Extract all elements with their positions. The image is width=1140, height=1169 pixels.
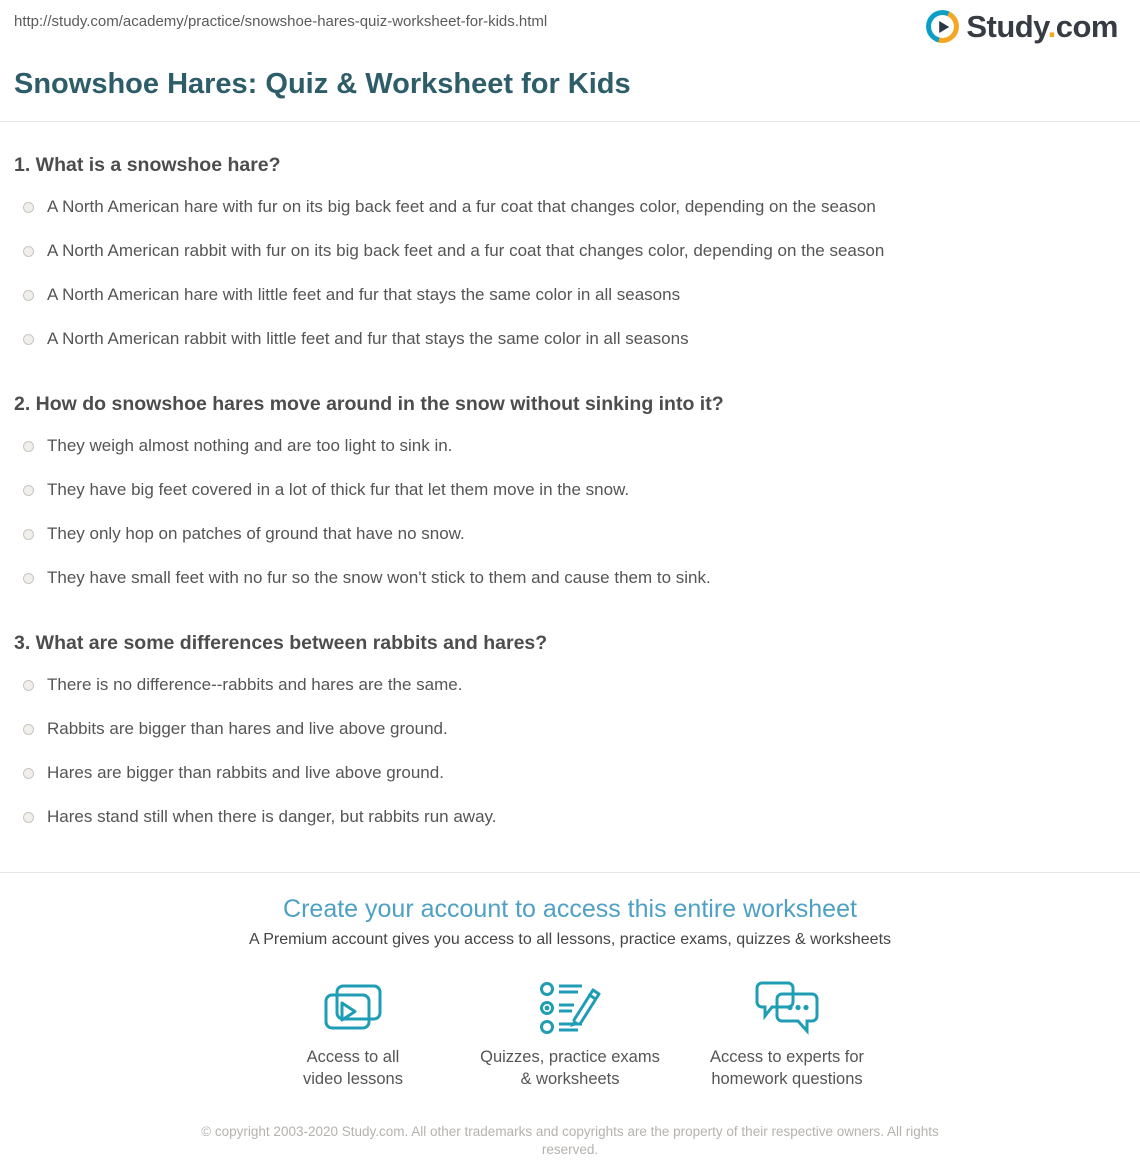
page-title: Snowshoe Hares: Quiz & Worksheet for Kids — [14, 68, 631, 100]
play-triangle-icon — [939, 21, 949, 33]
radio-button[interactable] — [23, 485, 34, 496]
question-1-option-3[interactable] — [14, 273, 1126, 317]
logo-dot: . — [1047, 9, 1056, 44]
question-3-prompt: 3. What are some differences between rabbits and hares? — [14, 632, 548, 654]
video-lessons-icon — [322, 979, 384, 1039]
cta-section — [0, 895, 1140, 1091]
top-bar — [0, 0, 1140, 43]
option-label[interactable]: Rabbits are bigger than hares and live above ground. — [47, 719, 448, 738]
feature-label — [480, 1047, 660, 1091]
cta-divider — [0, 872, 1140, 873]
question-2 — [14, 393, 1126, 600]
option-label[interactable]: They have small feet with no fur so the snow won't stick to them and cause them to sink. — [47, 568, 711, 587]
option-label[interactable]: They only hop on patches of ground that have no snow. — [47, 524, 465, 543]
features-row — [0, 979, 1140, 1091]
question-3-option-3[interactable] — [14, 751, 1126, 795]
option-label[interactable]: A North American rabbit with little feet and fur that stays the same color in all seasons — [47, 329, 689, 348]
feature-label-line1: Access to all — [306, 1048, 400, 1066]
feature-label-line1: Quizzes, practice exams — [480, 1048, 660, 1066]
feature-expert-help — [679, 979, 896, 1091]
cta-subheading: A Premium account gives you access to all lessons, practice exams, quizzes & worksheets — [248, 931, 892, 948]
radio-button[interactable] — [23, 529, 34, 540]
radio-button[interactable] — [23, 290, 34, 301]
option-label[interactable]: They have big feet covered in a lot of thick fur that let them move in the snow. — [47, 480, 630, 499]
question-3 — [14, 632, 1126, 839]
question-3-option-2[interactable] — [14, 707, 1126, 751]
feature-video-lessons — [245, 979, 462, 1091]
quiz-pencil-icon — [537, 979, 603, 1039]
question-1 — [14, 154, 1126, 361]
question-1-option-4[interactable] — [14, 317, 1126, 361]
question-2-option-2[interactable] — [14, 468, 1126, 512]
question-2-option-4[interactable] — [14, 556, 1126, 600]
feature-label-line2: video lessons — [303, 1069, 403, 1088]
option-label[interactable]: There is no difference--rabbits and hares are the same. — [47, 675, 463, 694]
option-label[interactable]: A North American hare with fur on its big back feet and a fur coat that changes color, depending on the season — [47, 197, 876, 216]
chat-experts-icon — [752, 979, 822, 1039]
question-1-prompt: 1. What is a snowshoe hare? — [14, 154, 281, 176]
cta-heading[interactable]: Create your account to access this entire worksheet — [283, 895, 857, 923]
option-label[interactable]: Hares are bigger than rabbits and live above ground. — [47, 763, 444, 782]
option-label[interactable]: Hares stand still when there is danger, but rabbits run away. — [47, 807, 497, 826]
question-3-options — [14, 663, 1126, 839]
question-2-options — [14, 424, 1126, 600]
question-2-option-1[interactable] — [14, 424, 1126, 468]
option-label[interactable]: A North American rabbit with fur on its big back feet and a fur coat that changes color, depending on the season — [47, 241, 885, 260]
question-3-option-4[interactable] — [14, 795, 1126, 839]
radio-button[interactable] — [23, 441, 34, 452]
question-2-option-3[interactable] — [14, 512, 1126, 556]
question-2-prompt: 2. How do snowshoe hares move around in the snow without sinking into it? — [14, 393, 724, 415]
option-label[interactable]: They weigh almost nothing and are too light to sink in. — [47, 436, 453, 455]
study-logo-text — [966, 10, 1118, 43]
logo-study: Study — [966, 9, 1048, 44]
feature-label — [710, 1047, 864, 1091]
radio-button[interactable] — [23, 812, 34, 823]
question-1-option-2[interactable] — [14, 229, 1126, 273]
question-1-options — [14, 185, 1126, 361]
question-3-option-1[interactable] — [14, 663, 1126, 707]
radio-button[interactable] — [23, 724, 34, 735]
radio-button[interactable] — [23, 202, 34, 213]
feature-label-line2: & worksheets — [520, 1069, 620, 1088]
title-divider — [0, 121, 1140, 122]
question-1-option-1[interactable] — [14, 185, 1126, 229]
option-label[interactable]: A North American hare with little feet and fur that stays the same color in all seasons — [47, 285, 681, 304]
feature-quizzes-worksheets — [462, 979, 679, 1091]
logo-com: com — [1055, 9, 1118, 44]
radio-button[interactable] — [23, 334, 34, 345]
radio-button[interactable] — [23, 680, 34, 691]
radio-button[interactable] — [23, 768, 34, 779]
copyright-notice: © copyright 2003-2020 Study.com. All other trademarks and copyrights are the property of their respective owners. All rights reserved. — [201, 1123, 939, 1158]
radio-button[interactable] — [23, 246, 34, 257]
feature-label-line2: homework questions — [711, 1069, 863, 1088]
study-logo[interactable] — [926, 10, 1118, 43]
feature-label-line1: Access to experts for — [709, 1048, 865, 1066]
study-play-logo-icon — [926, 10, 959, 43]
page-url: http://study.com/academy/practice/snowshoe-hares-quiz-worksheet-for-kids.html — [14, 13, 548, 30]
quiz-questions — [0, 154, 1140, 839]
radio-button[interactable] — [23, 573, 34, 584]
feature-label — [303, 1047, 403, 1091]
